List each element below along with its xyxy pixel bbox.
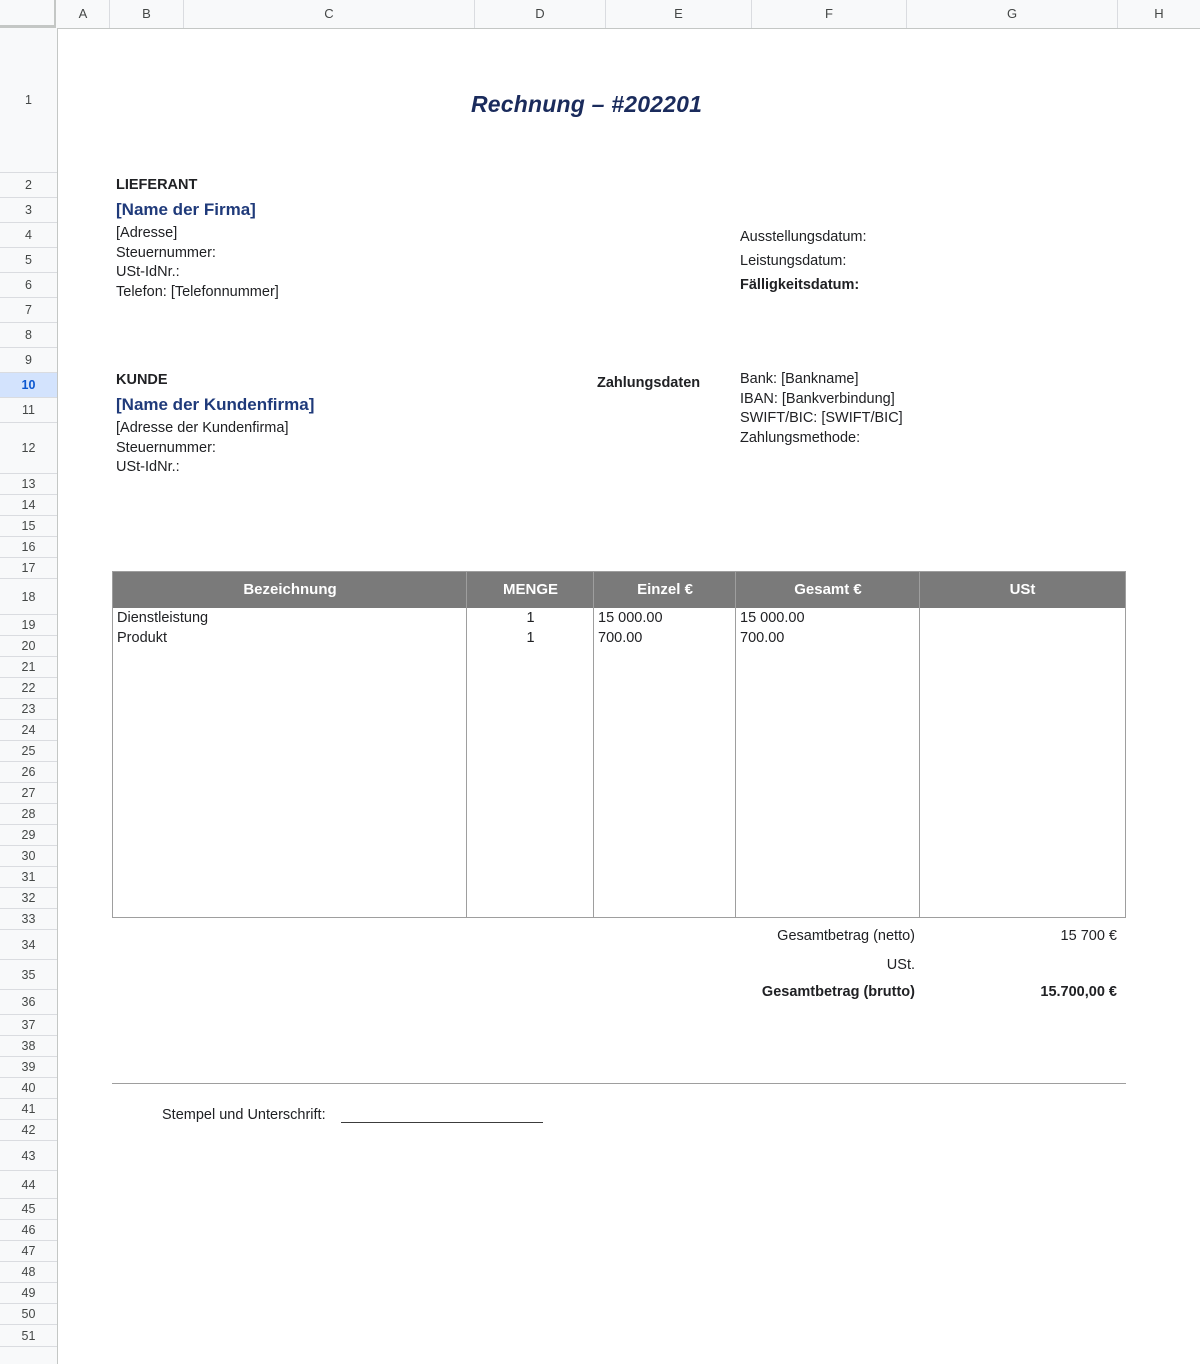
column-header-c[interactable]: C [184,0,475,28]
supplier-address: [Adresse] [116,225,178,241]
row-header-51[interactable]: 51 [0,1325,57,1347]
item-total[interactable]: 700.00 [740,630,785,646]
row-header-28[interactable]: 28 [0,804,57,825]
signature-label: Stempel und Unterschrift: [162,1107,326,1123]
header-vat[interactable]: USt [1009,581,1036,598]
row-header-50[interactable]: 50 [0,1304,57,1325]
row-header-2[interactable]: 2 [0,173,57,198]
row-header-42[interactable]: 42 [0,1120,57,1141]
row-header-35[interactable]: 35 [0,960,57,990]
header-description[interactable]: Bezeichnung [243,581,337,598]
payment-swift: SWIFT/BIC: [SWIFT/BIC] [740,410,903,426]
column-header-f[interactable]: F [752,0,907,28]
customer-vat-id: USt-IdNr.: [116,459,180,475]
customer-heading: KUNDE [116,372,168,388]
row-header-40[interactable]: 40 [0,1078,57,1099]
row-header-39[interactable]: 39 [0,1057,57,1078]
item-quantity[interactable]: 1 [526,630,535,646]
net-total-label: Gesamtbetrag (netto) [777,928,915,944]
select-all-corner[interactable] [0,0,56,28]
row-header-4[interactable]: 4 [0,223,57,248]
payment-bank: Bank: [Bankname] [740,371,859,387]
item-description[interactable]: Produkt [117,630,167,646]
row-header-44[interactable]: 44 [0,1171,57,1199]
signature-line[interactable] [341,1122,543,1123]
customer-tax-number: Steuernummer: [116,440,216,456]
row-header-21[interactable]: 21 [0,657,57,678]
row-header-26[interactable]: 26 [0,762,57,783]
row-header-3[interactable]: 3 [0,198,57,223]
table-divider [919,572,920,917]
row-header-29[interactable]: 29 [0,825,57,846]
row-header-12[interactable]: 12 [0,423,57,474]
supplier-tax-number: Steuernummer: [116,245,216,261]
row-header-47[interactable]: 47 [0,1241,57,1262]
customer-address: [Adresse der Kundenfirma] [116,420,289,436]
row-header-23[interactable]: 23 [0,699,57,720]
row-header-9[interactable]: 9 [0,348,57,373]
item-description[interactable]: Dienstleistung [117,610,209,626]
row-header-20[interactable]: 20 [0,636,57,657]
header-quantity[interactable]: MENGE [502,581,558,598]
row-header-27[interactable]: 27 [0,783,57,804]
row-header-6[interactable]: 6 [0,273,57,298]
row-header-48[interactable]: 48 [0,1262,57,1283]
column-header-e[interactable]: E [606,0,752,28]
service-date-label: Leistungsdatum: [740,253,847,269]
footer-divider [112,1083,1126,1084]
row-header-11[interactable]: 11 [0,398,57,423]
item-unit-price[interactable]: 15 000.00 [598,610,663,626]
row-header-1[interactable]: 1 [0,28,57,173]
payment-iban: IBAN: [Bankverbindung] [740,391,895,407]
row-header-32[interactable]: 32 [0,888,57,909]
supplier-company: [Name der Firma] [116,200,256,219]
row-header-14[interactable]: 14 [0,495,57,516]
row-header-41[interactable]: 41 [0,1099,57,1120]
row-header-17[interactable]: 17 [0,558,57,579]
due-date-label: Fälligkeitsdatum: [740,277,860,293]
payment-heading: Zahlungsdaten [597,375,701,391]
column-header-b[interactable]: B [110,0,184,28]
row-header-16[interactable]: 16 [0,537,57,558]
supplier-phone: Telefon: [Telefonnummer] [116,284,279,300]
row-header-8[interactable]: 8 [0,323,57,348]
payment-method: Zahlungsmethode: [740,430,861,446]
row-header-46[interactable]: 46 [0,1220,57,1241]
row-header-7[interactable]: 7 [0,298,57,323]
header-total[interactable]: Gesamt € [794,581,862,598]
table-divider [735,572,736,917]
supplier-vat-id: USt-IdNr.: [116,264,180,280]
issue-date-label: Ausstellungsdatum: [740,229,867,245]
invoice-title: Rechnung – #202201 [471,91,703,117]
row-header-22[interactable]: 22 [0,678,57,699]
column-header-d[interactable]: D [475,0,606,28]
header-unit-price[interactable]: Einzel € [637,581,693,598]
row-header-36[interactable]: 36 [0,990,57,1015]
item-total[interactable]: 15 000.00 [740,610,805,626]
row-header-24[interactable]: 24 [0,720,57,741]
item-quantity[interactable]: 1 [526,610,535,626]
row-header-18[interactable]: 18 [0,579,57,615]
row-header-13[interactable]: 13 [0,474,57,495]
customer-company: [Name der Kundenfirma] [116,395,315,414]
row-header-10[interactable]: 10 [0,373,57,398]
gross-total-label: Gesamtbetrag (brutto) [761,984,915,1000]
row-header-15[interactable]: 15 [0,516,57,537]
row-header-30[interactable]: 30 [0,846,57,867]
row-header-43[interactable]: 43 [0,1141,57,1171]
items-table [112,571,1126,918]
column-header-a[interactable]: A [57,0,110,28]
row-header-31[interactable]: 31 [0,867,57,888]
row-header-25[interactable]: 25 [0,741,57,762]
row-header-33[interactable]: 33 [0,909,57,930]
column-header-g[interactable]: G [907,0,1118,28]
net-total-value[interactable]: 15 700 € [1060,928,1117,944]
vat-total-label: USt. [886,957,915,973]
row-header-49[interactable]: 49 [0,1283,57,1304]
row-header-38[interactable]: 38 [0,1036,57,1057]
row-header-19[interactable]: 19 [0,615,57,636]
row-header-5[interactable]: 5 [0,248,57,273]
item-unit-price[interactable]: 700.00 [598,630,643,646]
row-header-37[interactable]: 37 [0,1015,57,1036]
row-header-strip [0,28,58,1364]
row-header-34[interactable]: 34 [0,930,57,960]
supplier-heading: LIEFERANT [116,177,198,193]
row-header-45[interactable]: 45 [0,1199,57,1220]
column-header-h[interactable]: H [1154,6,1164,21]
gross-total-value[interactable]: 15.700,00 € [1040,984,1117,1000]
